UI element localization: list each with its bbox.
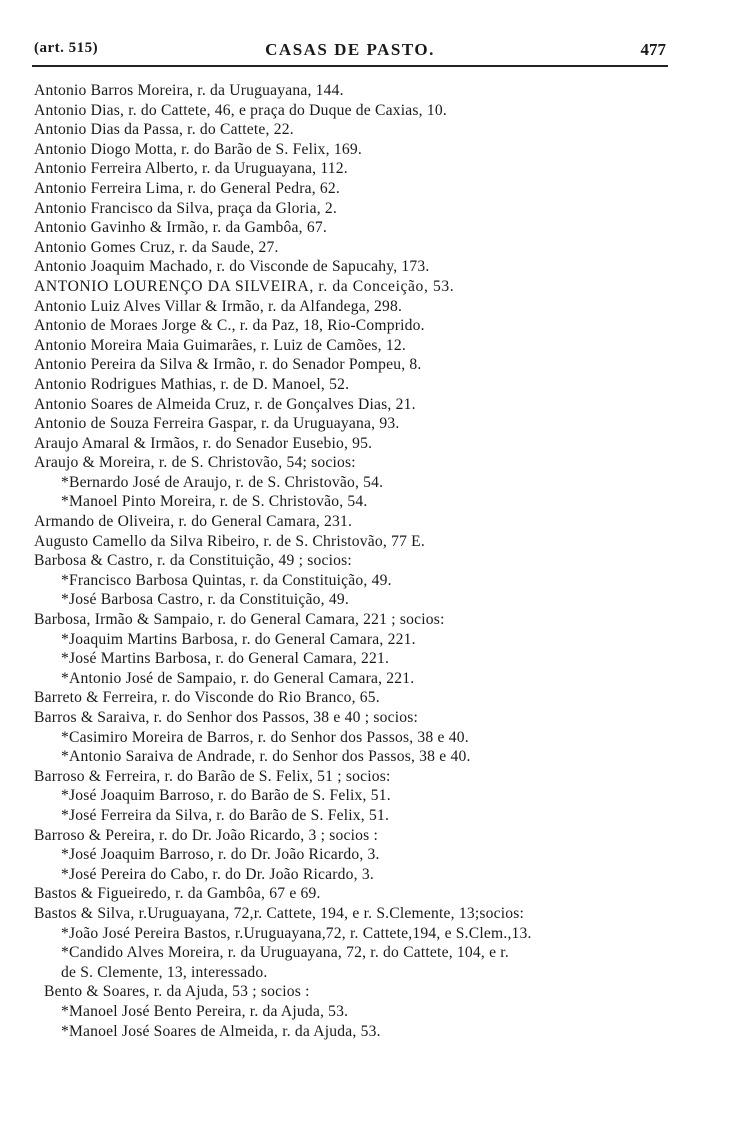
directory-entry: Antonio Joaquim Machado, r. do Visconde de Sapucahy, 173.: [34, 258, 430, 276]
partner-entry: *Antonio José de Sampaio, r. do General Camara, 221.: [61, 669, 415, 687]
directory-entry: Barroso & Pereira, r. do Dr. João Ricardo, 3 ; socios :: [34, 826, 379, 844]
directory-entry: Bastos & Silva, r.Uruguayana, 72,r. Cattete, 194, e r. S.Clemente, 13;socios:: [34, 904, 525, 922]
page-header: [34, 40, 666, 64]
directory-entry: Bastos & Figueiredo, r. da Gambôa, 67 e 69.: [34, 885, 321, 903]
directory-entry: Antonio Ferreira Alberto, r. da Uruguayana, 112.: [34, 160, 348, 178]
directory-listing: [34, 81, 694, 1041]
directory-entry: Antonio Gomes Cruz, r. da Saude, 27.: [34, 238, 279, 256]
partner-entry: *Joaquim Martins Barbosa, r. do General Camara, 221.: [61, 630, 416, 648]
directory-entry: Antonio Rodrigues Mathias, r. de D. Manoel, 52.: [34, 375, 350, 393]
partner-entry: *Manoel Pinto Moreira, r. de S. Christovão, 54.: [61, 493, 368, 511]
partner-entry: *Antonio Saraiva de Andrade, r. do Senhor dos Passos, 38 e 40.: [61, 748, 471, 766]
partner-entry: *Manoel José Bento Pereira, r. da Ajuda, 53.: [61, 1002, 349, 1020]
header-rule: [32, 65, 668, 67]
directory-entry: Antonio Gavinho & Irmão, r. da Gambôa, 67.: [34, 219, 327, 237]
page-number: 477: [640, 40, 666, 59]
directory-entry: Barbosa, Irmão & Sampaio, r. do General Camara, 221 ; socios:: [34, 611, 445, 629]
directory-entry: Armando de Oliveira, r. do General Camara, 231.: [34, 513, 353, 531]
directory-entry: Antonio Dias, r. do Cattete, 46, e praça do Duque de Caxias, 10.: [34, 101, 447, 119]
partner-entry: *Casimiro Moreira de Barros, r. do Senhor dos Passos, 38 e 40.: [61, 728, 469, 746]
partner-entry: *José Ferreira da Silva, r. do Barão de S. Felix, 51.: [61, 806, 390, 824]
directory-entry: Barreto & Ferreira, r. do Visconde do Rio Branco, 65.: [34, 689, 380, 707]
partner-entry: *José Joaquim Barroso, r. do Barão de S. Felix, 51.: [61, 787, 391, 805]
partner-entry: *Candido Alves Moreira, r. da Uruguayana, 72, r. do Cattete, 104, e r.: [61, 944, 509, 962]
directory-entry: Antonio Diogo Motta, r. do Barão de S. Felix, 169.: [34, 140, 362, 158]
article-reference: (art. 515): [34, 40, 99, 56]
partner-entry: *José Barbosa Castro, r. da Constituição, 49.: [61, 591, 349, 609]
directory-entry: Antonio de Souza Ferreira Gaspar, r. da Uruguayana, 93.: [34, 415, 400, 433]
directory-entry: Antonio Luiz Alves Villar & Irmão, r. da Alfandega, 298.: [34, 297, 403, 315]
partner-entry: *José Joaquim Barroso, r. do Dr. João Ricardo, 3.: [61, 846, 380, 864]
section-title: CASAS DE PASTO.: [265, 40, 435, 59]
directory-entry: Antonio Ferreira Lima, r. do General Pedra, 62.: [34, 179, 341, 197]
directory-entry: Bento & Soares, r. da Ajuda, 53 ; socios :: [44, 983, 310, 1001]
partner-entry: *Bernardo José de Araujo, r. de S. Christovão, 54.: [61, 473, 384, 491]
directory-entry: Araujo Amaral & Irmãos, r. do Senador Eusebio, 95.: [34, 434, 373, 452]
directory-entry: Barbosa & Castro, r. da Constituição, 49 ; socios:: [34, 552, 352, 570]
directory-entry: Antonio Moreira Maia Guimarães, r. Luiz de Camões, 12.: [34, 336, 406, 354]
partner-entry: *João José Pereira Bastos, r.Uruguayana,72, r. Cattete,194, e S.Clem.,13.: [61, 924, 532, 942]
partner-entry: *Francisco Barbosa Quintas, r. da Constituição, 49.: [61, 571, 392, 589]
directory-entry: Antonio de Moraes Jorge & C., r. da Paz, 18, Rio-Comprido.: [34, 317, 425, 335]
directory-entry: Antonio Dias da Passa, r. do Cattete, 22.: [34, 121, 294, 139]
directory-entry: Augusto Camello da Silva Ribeiro, r. de S. Christovão, 77 E.: [34, 532, 425, 550]
directory-entry: Antonio Barros Moreira, r. da Uruguayana, 144.: [34, 82, 344, 99]
directory-entry: Araujo & Moreira, r. de S. Christovão, 54; socios:: [34, 454, 356, 472]
directory-entry: Barroso & Ferreira, r. do Barão de S. Felix, 51 ; socios:: [34, 767, 391, 785]
partner-entry: *José Pereira do Cabo, r. do Dr. João Ricardo, 3.: [61, 865, 374, 883]
partner-entry: *José Martins Barbosa, r. do General Camara, 221.: [61, 650, 390, 668]
directory-entry: Barros & Saraiva, r. do Senhor dos Passos, 38 e 40 ; socios:: [34, 709, 419, 726]
directory-entry: Antonio Pereira da Silva & Irmão, r. do Senador Pompeu, 8.: [34, 356, 422, 374]
partner-entry: *Manoel José Soares de Almeida, r. da Ajuda, 53.: [61, 1022, 381, 1040]
directory-entry: Antonio Soares de Almeida Cruz, r. de Gonçalves Dias, 21.: [34, 395, 416, 413]
directory-entry: Antonio Francisco da Silva, praça da Gloria, 2.: [34, 199, 338, 217]
partner-entry-continuation: de S. Clemente, 13, interessado.: [61, 963, 268, 981]
directory-entry: ANTONIO LOURENÇO DA SILVEIRA, r. da Conceição, 53.: [34, 277, 455, 295]
